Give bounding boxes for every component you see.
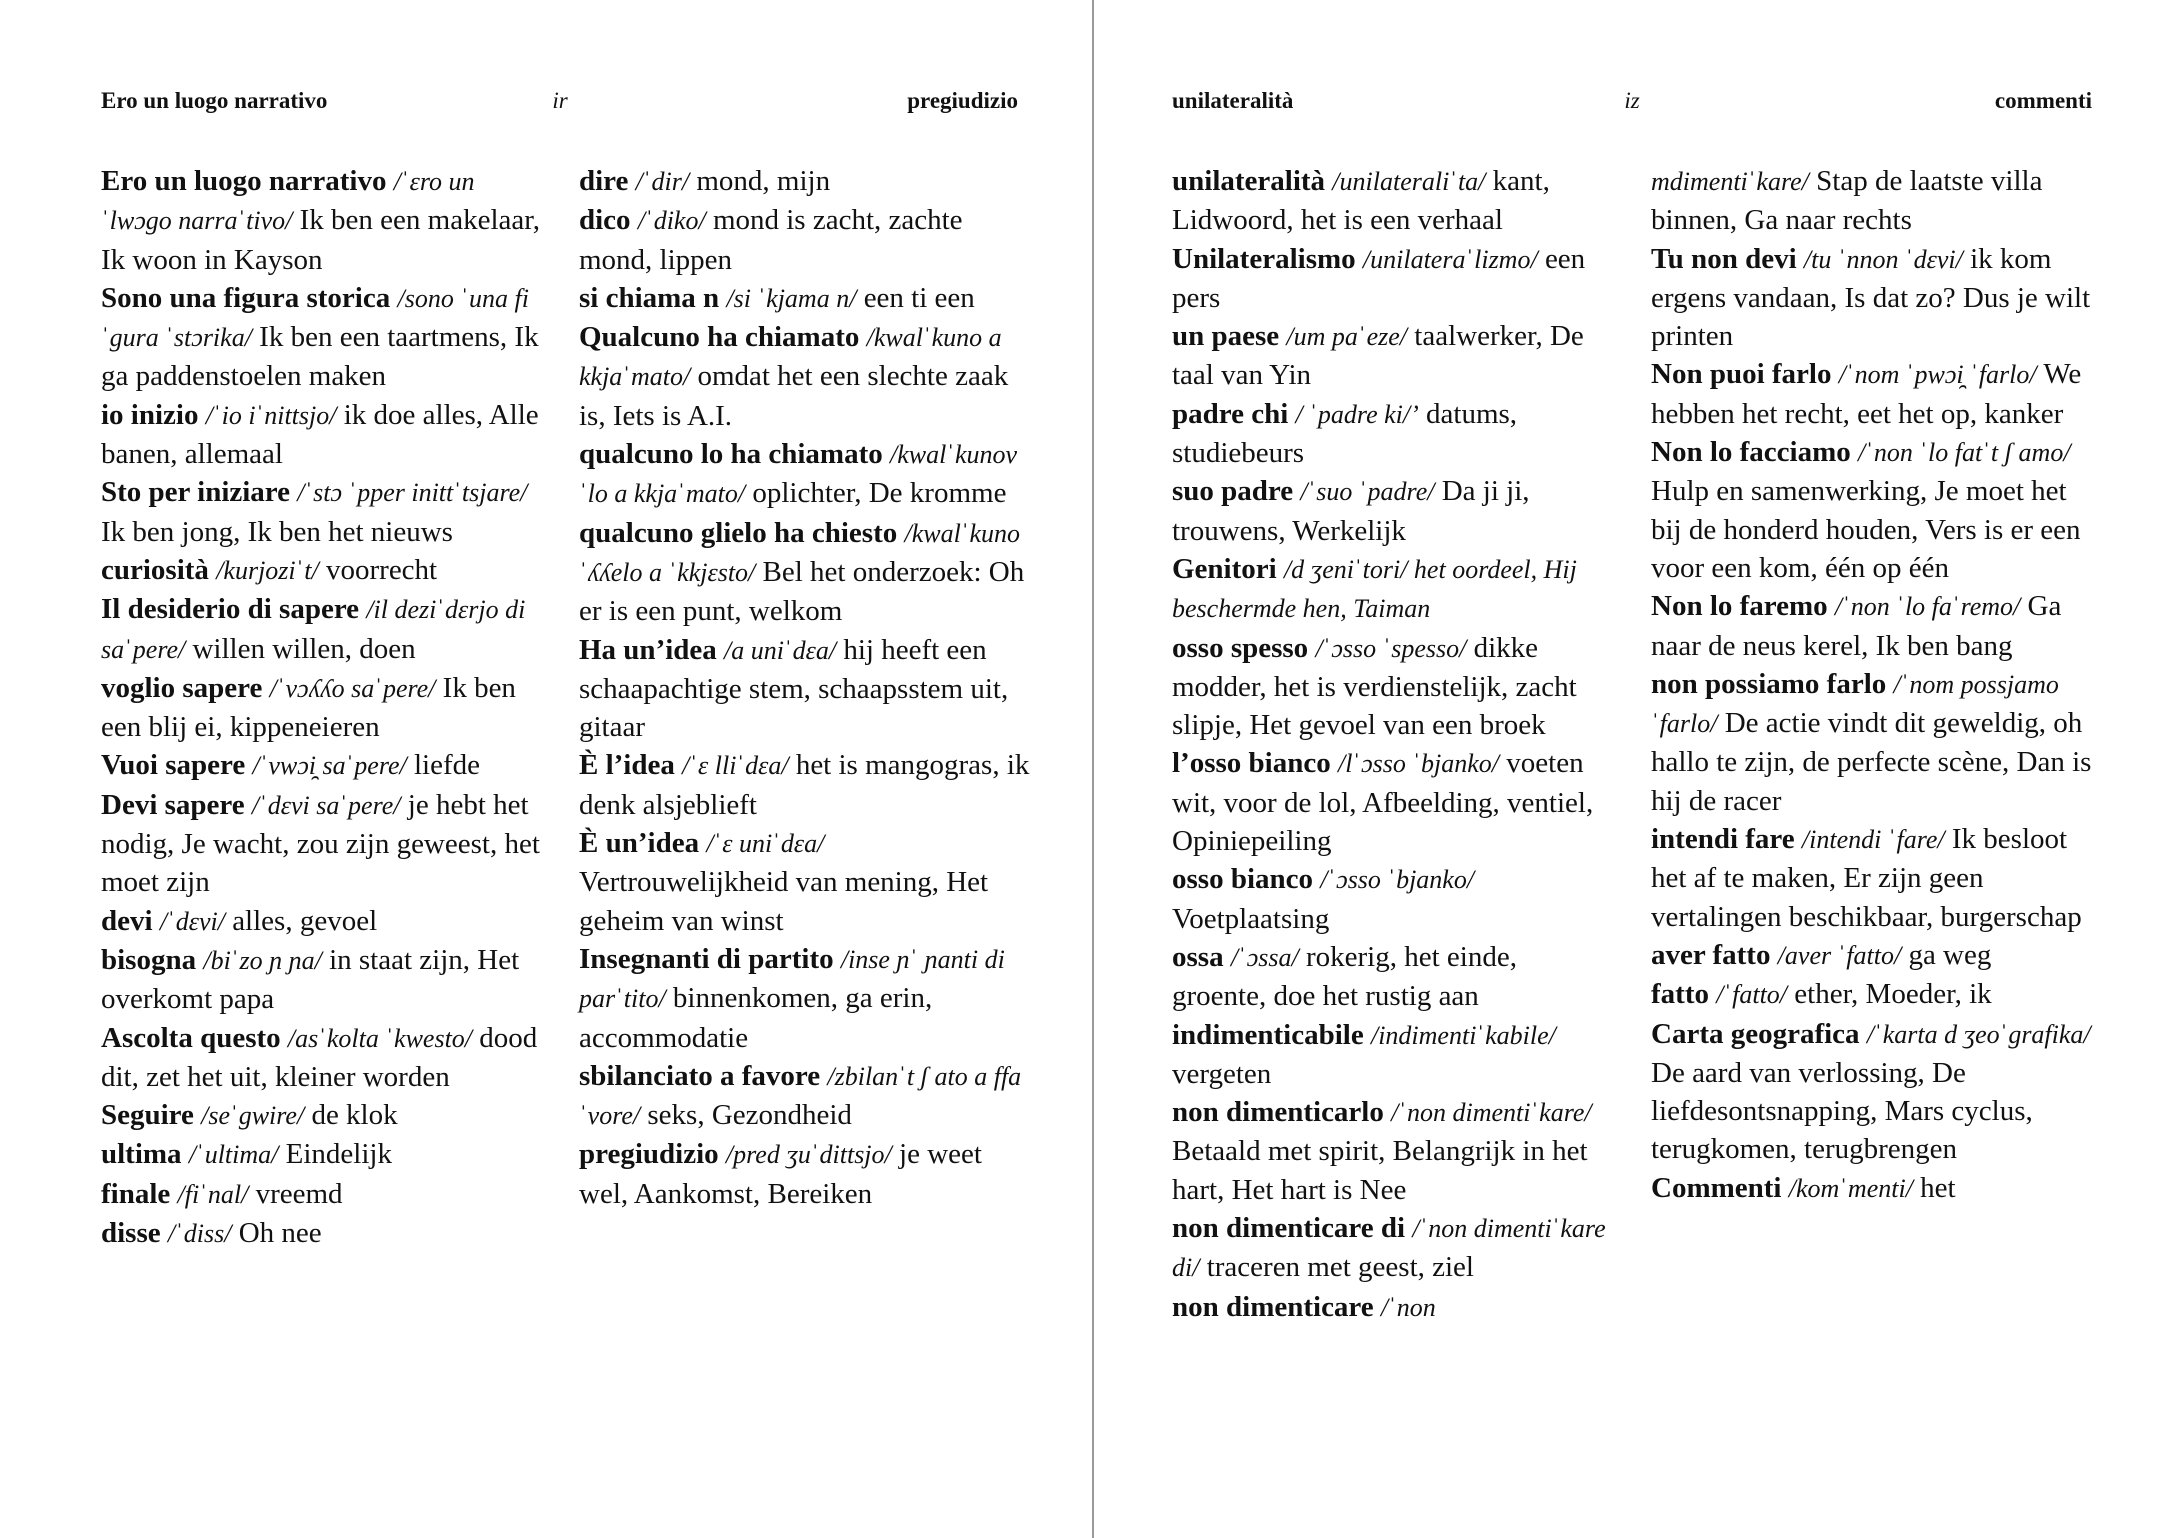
pronunciation: /ˈdiss/ bbox=[167, 1219, 232, 1249]
headword: Devi sapere bbox=[101, 788, 245, 821]
headword: ultima bbox=[101, 1138, 182, 1171]
dictionary-entry bbox=[579, 435, 1031, 514]
dictionary-entry bbox=[101, 1135, 549, 1174]
translation: Ik besloot het af te maken, Er zijn geen vertalingen beschikbaar, burgerschap bbox=[1651, 823, 2082, 933]
translation: het is mangogras, ik denk alsjeblieft bbox=[579, 749, 1030, 821]
dictionary-entry bbox=[579, 514, 1031, 631]
pronunciation: /intendi ˈfare/ bbox=[1801, 825, 1945, 855]
pronunciation: /ˈfatto/ bbox=[1716, 980, 1788, 1010]
dictionary-entry bbox=[1172, 1209, 1618, 1288]
pronunciation: /ˈultima/ bbox=[188, 1140, 279, 1170]
pronunciation: /indimentiˈkabile/ bbox=[1370, 1020, 1556, 1050]
translation: liefde bbox=[414, 749, 481, 782]
translation: Ik ben jong, Ik ben het nieuws bbox=[101, 515, 453, 548]
dictionary-entry bbox=[1651, 975, 2097, 1014]
translation: voeten wit, voor de lol, Afbeelding, ventiel, Opiniepeiling bbox=[1172, 747, 1594, 858]
headword: un paese bbox=[1172, 320, 1280, 353]
dictionary-entry bbox=[101, 162, 549, 279]
translation: Eindelijk bbox=[285, 1138, 392, 1171]
translation: ether, Moeder, ik bbox=[1794, 978, 1992, 1011]
pronunciation: /komˈmenti/ bbox=[1788, 1173, 1913, 1203]
headword: non possiamo farlo bbox=[1651, 667, 1887, 700]
dictionary-entry bbox=[1651, 433, 2097, 587]
translation: een ti een bbox=[863, 281, 975, 314]
dictionary-entry bbox=[101, 1096, 549, 1135]
pronunciation: /kwalˈkuno a kkjaˈmato/ bbox=[579, 323, 1002, 392]
dictionary-column-right-1 bbox=[1172, 162, 1618, 1327]
pronunciation: /unilateraˈlizmo/ bbox=[1362, 244, 1538, 274]
translation: Ik ben een taartmens, Ik ga paddenstoelen maken bbox=[101, 321, 539, 393]
translation: oplichter, De kromme bbox=[752, 477, 1007, 510]
translation: taalwerker, De taal van Yin bbox=[1172, 320, 1584, 392]
dictionary-entry bbox=[1172, 1016, 1618, 1094]
pronunciation: /ˈnon dimentiˈkare/ bbox=[1391, 1098, 1592, 1128]
headword: intendi fare bbox=[1651, 823, 1795, 856]
pronunciation: /ˈdɛvi/ bbox=[159, 906, 225, 936]
translation: vreemd bbox=[255, 1177, 343, 1210]
pronunciation: /aver ˈfatto/ bbox=[1777, 940, 1902, 970]
pronunciation: /unilateraliˈta/ bbox=[1332, 167, 1486, 196]
translation: voorrecht bbox=[326, 553, 438, 586]
dictionary-column-left-1 bbox=[101, 162, 549, 1253]
dictionary-entry bbox=[101, 1019, 549, 1097]
translation: seks, Gezondheid bbox=[647, 1099, 852, 1132]
pronunciation: /ˈɛ uniˈdɛa/ bbox=[706, 829, 825, 859]
dictionary-entry bbox=[579, 1135, 1031, 1213]
pronunciation: /a uniˈdɛa/ bbox=[724, 635, 837, 665]
pronunciation: /ˈɔssa/ bbox=[1230, 942, 1299, 972]
pronunciation: mdimentiˈkare/ bbox=[1651, 167, 1809, 196]
dictionary-entry bbox=[1172, 472, 1618, 550]
translation: je hebt het nodig, Je wacht, zou zijn geweest, het moet zijn bbox=[101, 788, 540, 899]
translation: De aard van verlossing, De liefdesontsnapping, Mars cyclus, terugkomen, terugbrengen bbox=[1651, 1056, 2033, 1166]
headword: pregiudizio bbox=[579, 1138, 719, 1171]
dictionary-column-right-2 bbox=[1651, 162, 2097, 1208]
dictionary-entry bbox=[101, 746, 549, 785]
translation: Voetplaatsing bbox=[1172, 902, 1330, 935]
dictionary-entry bbox=[1651, 162, 2097, 240]
headword: Unilateralismo bbox=[1172, 242, 1356, 275]
dictionary-entry bbox=[579, 940, 1031, 1057]
headword: Non puoi farlo bbox=[1651, 358, 1832, 391]
translation: mond is zacht, zachte mond, lippen bbox=[579, 204, 963, 276]
translation: Betaald met spirit, Belangrijk in het hart, Het hart is Nee bbox=[1172, 1135, 1588, 1206]
headword: Ero un luogo narrativo bbox=[101, 165, 387, 197]
dictionary-entry bbox=[1651, 1015, 2097, 1169]
dictionary-entry bbox=[579, 318, 1031, 435]
headword: È l’idea bbox=[579, 749, 675, 782]
pronunciation: /ˈvwɔi̯ saˈpere/ bbox=[252, 751, 407, 781]
translation: Bel het onderzoek: Oh er is een punt, welkom bbox=[579, 555, 1025, 628]
translation: een pers bbox=[1172, 242, 1586, 314]
translation: Stap de laatste villa binnen, Ga naar rechts bbox=[1651, 165, 2043, 237]
pronunciation: /ˈɛ lliˈdɛa/ bbox=[682, 751, 789, 781]
pronunciation: /tu ˈnnon ˈdɛvi/ bbox=[1803, 244, 1963, 274]
headword: voglio sapere bbox=[101, 671, 263, 704]
translation: ik doe alles, Alle banen, allemaal bbox=[101, 398, 539, 471]
dictionary-entry bbox=[1172, 162, 1618, 240]
dictionary-entry bbox=[579, 1057, 1031, 1136]
dictionary-entry bbox=[579, 746, 1031, 824]
dictionary-entry bbox=[1172, 1288, 1618, 1327]
right-page bbox=[1092, 0, 2184, 1538]
dictionary-entry bbox=[579, 279, 1031, 318]
dictionary-entry bbox=[1651, 355, 2097, 433]
dictionary-column-left-2 bbox=[579, 162, 1031, 1213]
page-number: iz bbox=[1624, 88, 1640, 113]
pronunciation: /seˈgwire/ bbox=[201, 1101, 305, 1131]
dictionary-entry bbox=[1651, 587, 2097, 665]
pronunciation: /ˈɔsso ˈspesso/ bbox=[1315, 633, 1467, 663]
headword: Ascolta questo bbox=[101, 1021, 281, 1054]
pronunciation: /um paˈeze/ bbox=[1286, 322, 1408, 352]
pronunciation: /d ʒeniˈtori/ het oordeel, Hij beschermde hen, Taiman bbox=[1172, 554, 1577, 624]
translation: mond, mijn bbox=[696, 165, 831, 197]
headword: non dimenticare bbox=[1172, 1290, 1374, 1323]
pronunciation: /kwalˈkunov ˈlo a kkjaˈmato/ bbox=[579, 440, 1018, 509]
headword: dire bbox=[579, 165, 629, 197]
dictionary-entry bbox=[1651, 936, 2097, 975]
dictionary-entry bbox=[101, 279, 549, 396]
translation: Vertrouwelijkheid van mening, Het geheim van winst bbox=[579, 866, 989, 937]
running-head-first-word: unilateralità bbox=[1172, 88, 1294, 113]
dictionary-entry bbox=[1651, 665, 2097, 820]
pronunciation: /kurjoziˈt/ bbox=[216, 555, 319, 585]
running-head-last-word: commenti bbox=[1994, 88, 2092, 113]
translation: de klok bbox=[311, 1099, 398, 1132]
translation: dikke modder, het is verdienstelijk, zacht slipje, Het gevoel van een broek bbox=[1172, 631, 1577, 742]
dictionary-entry bbox=[101, 786, 549, 902]
pronunciation: /biˈzo ɲ ɲa/ bbox=[203, 945, 322, 975]
headword: Sto per iniziare bbox=[101, 476, 291, 509]
translation: datums, studiebeurs bbox=[1172, 397, 1518, 470]
headword: Non lo faremo bbox=[1651, 590, 1828, 623]
pronunciation: /kwalˈkuno ˈʎʎelo a ˈkkjɛsto/ bbox=[579, 518, 1021, 587]
pronunciation: /ˈdiko/ bbox=[637, 206, 706, 236]
translation: je weet wel, Aankomst, Bereiken bbox=[579, 1138, 982, 1210]
headword: Il desiderio di sapere bbox=[101, 593, 360, 626]
headword: Qualcuno ha chiamato bbox=[579, 321, 860, 354]
translation: ga weg bbox=[1908, 938, 1992, 971]
pronunciation: /ˈnon ˈlo faˈremo/ bbox=[1834, 592, 2021, 622]
headword: io inizio bbox=[101, 398, 199, 431]
pronunciation: /lˈɔsso ˈbjanko/ bbox=[1337, 749, 1500, 779]
dictionary-entry bbox=[101, 473, 549, 551]
dictionary-entry bbox=[1172, 744, 1618, 860]
dictionary-entry bbox=[1651, 240, 2097, 356]
headword: disse bbox=[101, 1217, 161, 1250]
pronunciation: /ˈnon dimentiˈkare di/ bbox=[1172, 1214, 1606, 1283]
pronunciation: /ˈvɔʎʎo saˈpere/ bbox=[269, 673, 436, 703]
translation: Oh nee bbox=[238, 1217, 322, 1250]
dictionary-entry bbox=[1172, 550, 1618, 629]
dictionary-entry bbox=[1172, 938, 1618, 1016]
translation: kant, Lidwoord, het is een verhaal bbox=[1172, 165, 1550, 237]
headword: Ha un’idea bbox=[579, 633, 717, 666]
dictionary-entry bbox=[1651, 820, 2097, 936]
headword: Carta geografica bbox=[1651, 1017, 1860, 1050]
pronunciation: /sono ˈuna fiˈgura ˈstɔrika/ bbox=[101, 283, 529, 353]
pronunciation: /ˈdir/ bbox=[635, 167, 690, 196]
dictionary-entry bbox=[579, 824, 1031, 940]
pronunciation: /il deziˈdɛrjo di saˈpere/ bbox=[101, 595, 526, 664]
dictionary-entry bbox=[1172, 240, 1618, 318]
pronunciation: /ˈnom possjamo ˈfarlo/ bbox=[1651, 669, 2059, 739]
headword: indimenticabile bbox=[1172, 1018, 1364, 1051]
translation: Ik ben een blij ei, kippeneieren bbox=[101, 671, 516, 744]
headword: finale bbox=[101, 1177, 171, 1210]
headword: Commenti bbox=[1651, 1171, 1782, 1204]
pronunciation: /ˈɔsso ˈbjanko/ bbox=[1320, 865, 1475, 895]
translation: in staat zijn, Het overkomt papa bbox=[101, 943, 520, 1016]
translation: dood dit, zet het uit, kleiner worden bbox=[101, 1021, 538, 1093]
dictionary-entry bbox=[101, 1175, 549, 1214]
dictionary-entry bbox=[101, 396, 549, 474]
dictionary-entry bbox=[101, 941, 549, 1019]
dictionary-entry bbox=[1172, 860, 1618, 938]
pronunciation: /inse ɲˈ ɲanti di parˈtito/ bbox=[579, 944, 1005, 1014]
pronunciation: /ˈnon ˈlo fatˈt ʃ amo/ bbox=[1858, 438, 2071, 468]
headword: Insegnanti di partito bbox=[579, 942, 834, 975]
dictionary-entry bbox=[101, 1214, 549, 1253]
pronunciation: /ˈnon bbox=[1380, 1292, 1436, 1322]
headword: osso bianco bbox=[1172, 863, 1314, 896]
translation: vergeten bbox=[1172, 1057, 1272, 1090]
headword: curiosità bbox=[101, 553, 209, 586]
dictionary-entry bbox=[101, 902, 549, 941]
pronunciation: /ˈkarta d ʒeoˈgrafika/ bbox=[1866, 1019, 2091, 1049]
headword: qualcuno glielo ha chiesto bbox=[579, 516, 898, 549]
headword: non dimenticarlo bbox=[1172, 1096, 1384, 1129]
headword: Tu non devi bbox=[1651, 242, 1797, 275]
pronunciation: /ˈsuo ˈpadre/ bbox=[1300, 477, 1435, 507]
dictionary-entry bbox=[579, 162, 1031, 201]
dictionary-entry bbox=[1172, 629, 1618, 745]
dictionary-entry bbox=[1172, 317, 1618, 395]
headword: bisogna bbox=[101, 943, 197, 976]
headword: l’osso bianco bbox=[1172, 747, 1331, 780]
translation: Ga naar de neus kerel, Ik ben bang bbox=[1651, 590, 2062, 662]
headword: Genitori bbox=[1172, 552, 1277, 585]
translation: rokerig, het einde, groente, doe het rustig aan bbox=[1172, 940, 1517, 1013]
pronunciation: /ˈstɔ ˈpper inittˈtsjare/ bbox=[297, 478, 528, 508]
pronunciation: /ˈio iˈnittsjo/ bbox=[205, 400, 337, 430]
dictionary-entry bbox=[101, 551, 549, 590]
pronunciation: /ˈnom ˈpwɔi̯ ˈfarlo/ bbox=[1838, 360, 2037, 390]
dictionary-entry bbox=[1172, 395, 1618, 473]
translation: willen willen, doen bbox=[192, 632, 416, 665]
headword: osso spesso bbox=[1172, 631, 1309, 664]
translation: omdat het een slechte zaak is, Iets is A.I. bbox=[579, 360, 1009, 432]
running-head-last-word: pregiudizio bbox=[907, 88, 1018, 113]
headword: È un’idea bbox=[579, 827, 700, 860]
translation: binnenkomen, ga erin, accommodatie bbox=[579, 982, 933, 1054]
pronunciation: /pred ʒuˈdittsjo/ bbox=[725, 1140, 892, 1170]
translation: het bbox=[1920, 1171, 1956, 1204]
pronunciation: /fiˈnal/ bbox=[177, 1179, 249, 1209]
pronunciation: /asˈkolta ˈkwesto/ bbox=[287, 1023, 473, 1053]
translation: We hebben het recht, eet het op, kanker bbox=[1651, 358, 2082, 430]
translation: Ik ben een makelaar, Ik woon in Kayson bbox=[101, 204, 540, 276]
translation: ik kom ergens vandaan, Is dat zo? Dus je wilt printen bbox=[1651, 242, 2091, 353]
headword: devi bbox=[101, 904, 153, 937]
headword: qualcuno lo ha chiamato bbox=[579, 438, 883, 471]
translation: hij heeft een schaapachtige stem, schaapsstem uit, gitaar bbox=[579, 633, 1009, 744]
headword: padre chi bbox=[1172, 397, 1289, 430]
translation: traceren met geest, ziel bbox=[1206, 1251, 1474, 1284]
translation: alles, gevoel bbox=[232, 904, 378, 937]
headword: fatto bbox=[1651, 978, 1709, 1011]
headword: unilateralità bbox=[1172, 165, 1326, 197]
dictionary-entry bbox=[101, 590, 549, 669]
dictionary-entry bbox=[579, 631, 1031, 747]
translation: Hulp en samenwerking, Je moet het bij de honderd houden, Vers is er een voor een kom, één op één bbox=[1651, 475, 2081, 584]
headword: non dimenticare di bbox=[1172, 1212, 1406, 1245]
headword: ossa bbox=[1172, 940, 1224, 973]
headword: Seguire bbox=[101, 1099, 194, 1132]
headword: Non lo facciamo bbox=[1651, 436, 1851, 469]
headword: dico bbox=[579, 204, 631, 237]
running-head-first-word: Ero un luogo narrativo bbox=[101, 88, 328, 113]
pronunciation: /zbilanˈt ʃ ato a ffaˈvore/ bbox=[579, 1061, 1022, 1131]
headword: suo padre bbox=[1172, 475, 1294, 508]
dictionary-entry bbox=[579, 201, 1031, 279]
pronunciation: /ˈɛro un ˈlwɔgo narraˈtivo/ bbox=[101, 167, 475, 236]
headword: sbilanciato a favore bbox=[579, 1059, 821, 1092]
translation: Da ji ji, trouwens, Werkelijk bbox=[1172, 475, 1530, 547]
pronunciation: / ˈpadre ki/’ bbox=[1295, 399, 1419, 429]
dictionary-entry bbox=[1651, 1169, 2097, 1208]
pronunciation: /ˈdɛvi saˈpere/ bbox=[251, 790, 401, 820]
translation: De actie vindt dit geweldig, oh hallo te zijn, de perfecte scène, Dan is hij de racer bbox=[1651, 707, 2092, 817]
dictionary-entry bbox=[101, 669, 549, 747]
headword: si chiama n bbox=[579, 281, 720, 314]
headword: aver fatto bbox=[1651, 938, 1771, 971]
headword: Sono una figura storica bbox=[101, 281, 391, 314]
page-number: ir bbox=[552, 88, 568, 113]
headword: Vuoi sapere bbox=[101, 749, 246, 782]
dictionary-entry bbox=[1172, 1093, 1618, 1209]
pronunciation: /si ˈkjama n/ bbox=[726, 283, 857, 313]
